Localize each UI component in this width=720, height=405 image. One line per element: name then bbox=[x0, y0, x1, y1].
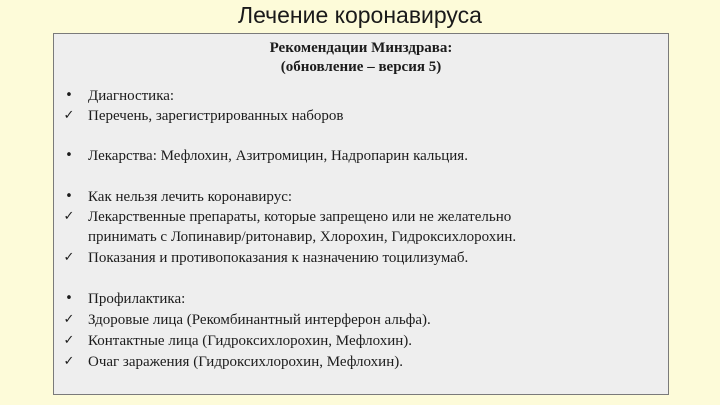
slide-title: Лечение коронавируса bbox=[238, 2, 482, 28]
box-header-title: Рекомендации Минздрава: bbox=[269, 40, 453, 56]
item-prohibited-drugs: Лекарственные препараты, которые запрещено или не желательно bbox=[88, 209, 512, 225]
checkmark-icon: ✓ bbox=[63, 333, 75, 348]
box-header-version: (обновление – версия 5) bbox=[280, 59, 442, 75]
section-prophylaxis: Профилактика: bbox=[88, 291, 186, 307]
item-indications: Показания и противопоказания к назначению тоцилизумаб. bbox=[88, 250, 469, 266]
item-prohibited-drugs-cont: принимать с Лопинавир/ритонавир, Хлорохин, Гидроксихлорохин. bbox=[88, 229, 517, 245]
section-medicines: Лекарства: Мефлохин, Азитромицин, Надропарин кальция. bbox=[88, 148, 468, 164]
checkmark-icon: ✓ bbox=[63, 354, 75, 369]
bullet-icon: • bbox=[65, 291, 73, 306]
checkmark-icon: ✓ bbox=[63, 209, 75, 224]
checkmark-icon: ✓ bbox=[63, 312, 75, 327]
checkmark-icon: ✓ bbox=[63, 108, 75, 123]
section-diagnostics: Диагностика: bbox=[88, 88, 175, 104]
item-infection-focus: Очаг заражения (Гидроксихлорохин, Мефлохин). bbox=[88, 354, 403, 370]
bullet-icon: • bbox=[65, 88, 73, 103]
section-how-not-to-treat: Как нельзя лечить коронавирус: bbox=[88, 189, 293, 205]
item-test-kits: Перечень, зарегистрированных наборов bbox=[88, 108, 344, 124]
item-contact-persons: Контактные лица (Гидроксихлорохин, Мефлохин). bbox=[88, 333, 413, 349]
bullet-icon: • bbox=[65, 148, 73, 163]
bullet-icon: • bbox=[65, 189, 73, 204]
checkmark-icon: ✓ bbox=[63, 250, 75, 265]
item-healthy-persons: Здоровые лица (Рекомбинантный интерферон альфа). bbox=[88, 312, 431, 328]
recommendations-box bbox=[53, 33, 669, 395]
